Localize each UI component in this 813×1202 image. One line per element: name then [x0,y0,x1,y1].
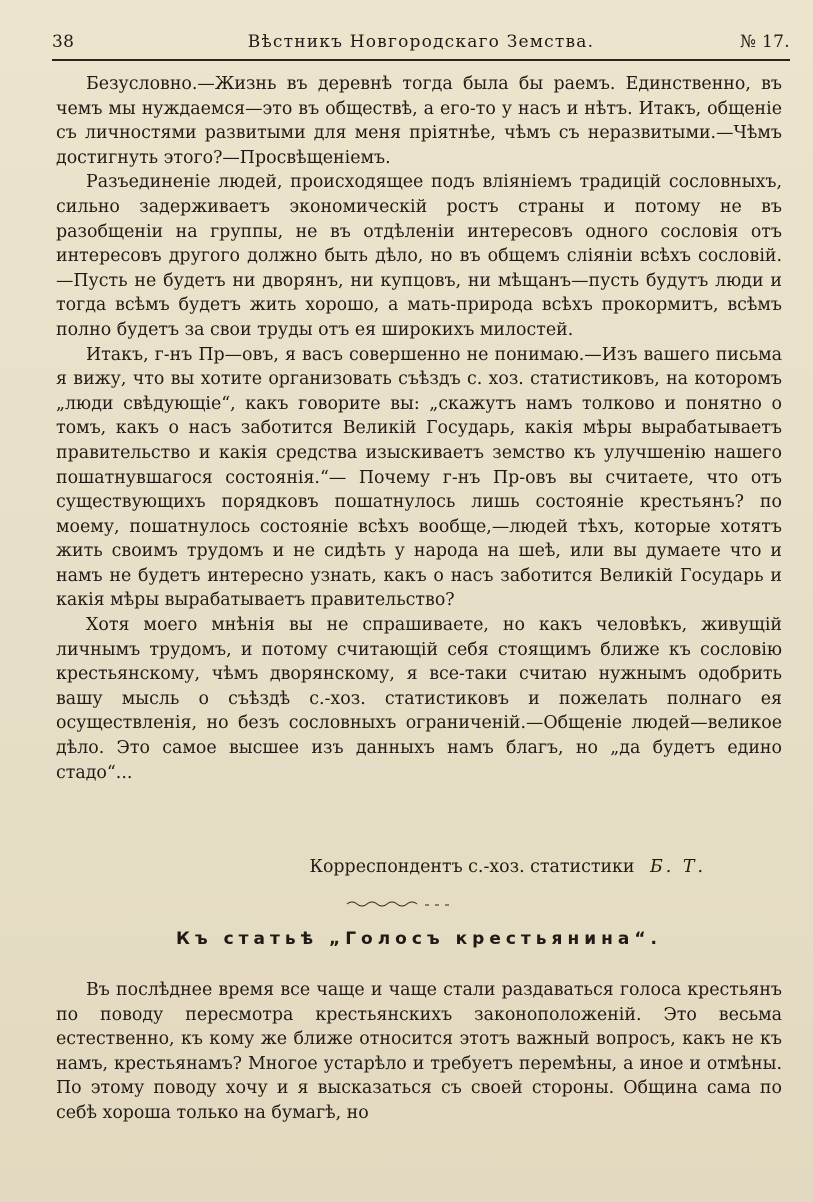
signature-text: Корреспондентъ с.-хоз. статистики [309,857,635,877]
next-article-body [56,978,782,1126]
paragraph: Хотя моего мнѣнія вы не спрашиваете, но какъ человѣкъ, живущій личнымъ трудомъ, и потому считающій себя стоящимъ ближе къ сословію крестьянскому, чѣмъ дворянскому, я все-таки считаю нужнымъ одобрить вашу мысль о съѣздѣ с.-хоз. статистиковъ и пожелать полнаго ея осуществленія, но безъ сословныхъ ограниченій.—Общеніе людей—великое дѣло. Это самое высшее изъ данныхъ намъ благъ, но „да будетъ едино стадо“... [56,615,782,783]
paragraph: Въ послѣднее время все чаще и чаще стали раздаваться голоса крестьянъ по поводу пересмотра крестьянскихъ законоположеній. Это весьма естественно, къ кому же ближе относится этотъ важный вопросъ, какъ не къ намъ, крестьянамъ? Многое устарѣло и требуетъ перемѣны, а иное и отмѣны. По этому поводу хочу и я высказаться съ своей стороны. Община сама по себѣ хороша только на бумагѣ, но [56,980,782,1123]
article-body [56,72,782,785]
running-header [52,30,790,58]
signature-initials: Б. Т. [650,857,706,877]
signature [56,857,706,877]
issue-number: № 17. [739,32,790,52]
paragraph: Итакъ, г-нъ Пр—овъ, я васъ совершенно не понимаю.—Изъ вашего письма я вижу, что вы хотите организовать съѣздъ с. хоз. статистиковъ, на которомъ „люди свѣдующіе“, какъ говорите вы: „скажутъ намъ толково и понятно о томъ, какъ о насъ заботится Великій Государь, какія мѣры вырабатываетъ правительство и какія средства изыскиваетъ земство къ улучшенію нашего пошатнувшагося состоянія.“— Почему г-нъ Пр-овъ вы считаете, что отъ существующихъ порядковъ пошатнулось лишь состояніе крестьянъ? по моему, пошатнулось состояніе всѣхъ вообще,—людей тѣхъ, которые хотятъ жить своимъ трудомъ и не сидѣть у народа на шеѣ, или вы думаете что и намъ не будетъ интересно узнать, какъ о насъ заботится Великій Государь и какія мѣры вырабатываетъ правительство? [56,344,782,611]
section-divider-ornament [345,899,463,911]
paragraph: Безусловно.—Жизнь въ деревнѣ тогда была бы раемъ. Единственно, въ чемъ мы нуждаемся—это въ обществѣ, а его-то у насъ и нѣтъ. Итакъ, общеніе съ личностями развитыми для меня пріятнѣе, чѣмъ съ неразвитыми.—Чѣмъ достигнуть этого?—Просвѣщеніемъ. [56,74,782,168]
paragraph: Разъединеніе людей, происходящее подъ вліяніемъ традицій сословныхъ, сильно задерживаетъ экономическій ростъ страны и потому не въ разобщеніи на группы, не въ отдѣленіи интересовъ одного сословія отъ интересовъ другого должно быть дѣло, но въ общемъ сліяніи всѣхъ сословій.—Пусть не будетъ ни дворянъ, ни купцовъ, ни мѣщанъ—пусть будутъ люди и тогда всѣмъ будетъ жить хорошо, а мать-природа всѣхъ прокормитъ, всѣмъ полно будетъ за свои труды отъ ея широкихъ милостей. [56,172,782,340]
section-heading: Къ статьѣ „Голосъ крестьянина“. [176,929,662,949]
header-rule [52,59,790,61]
page-number: 38 [52,32,75,52]
journal-title: Вѣстникъ Новгородскаго Земства. [247,32,595,52]
